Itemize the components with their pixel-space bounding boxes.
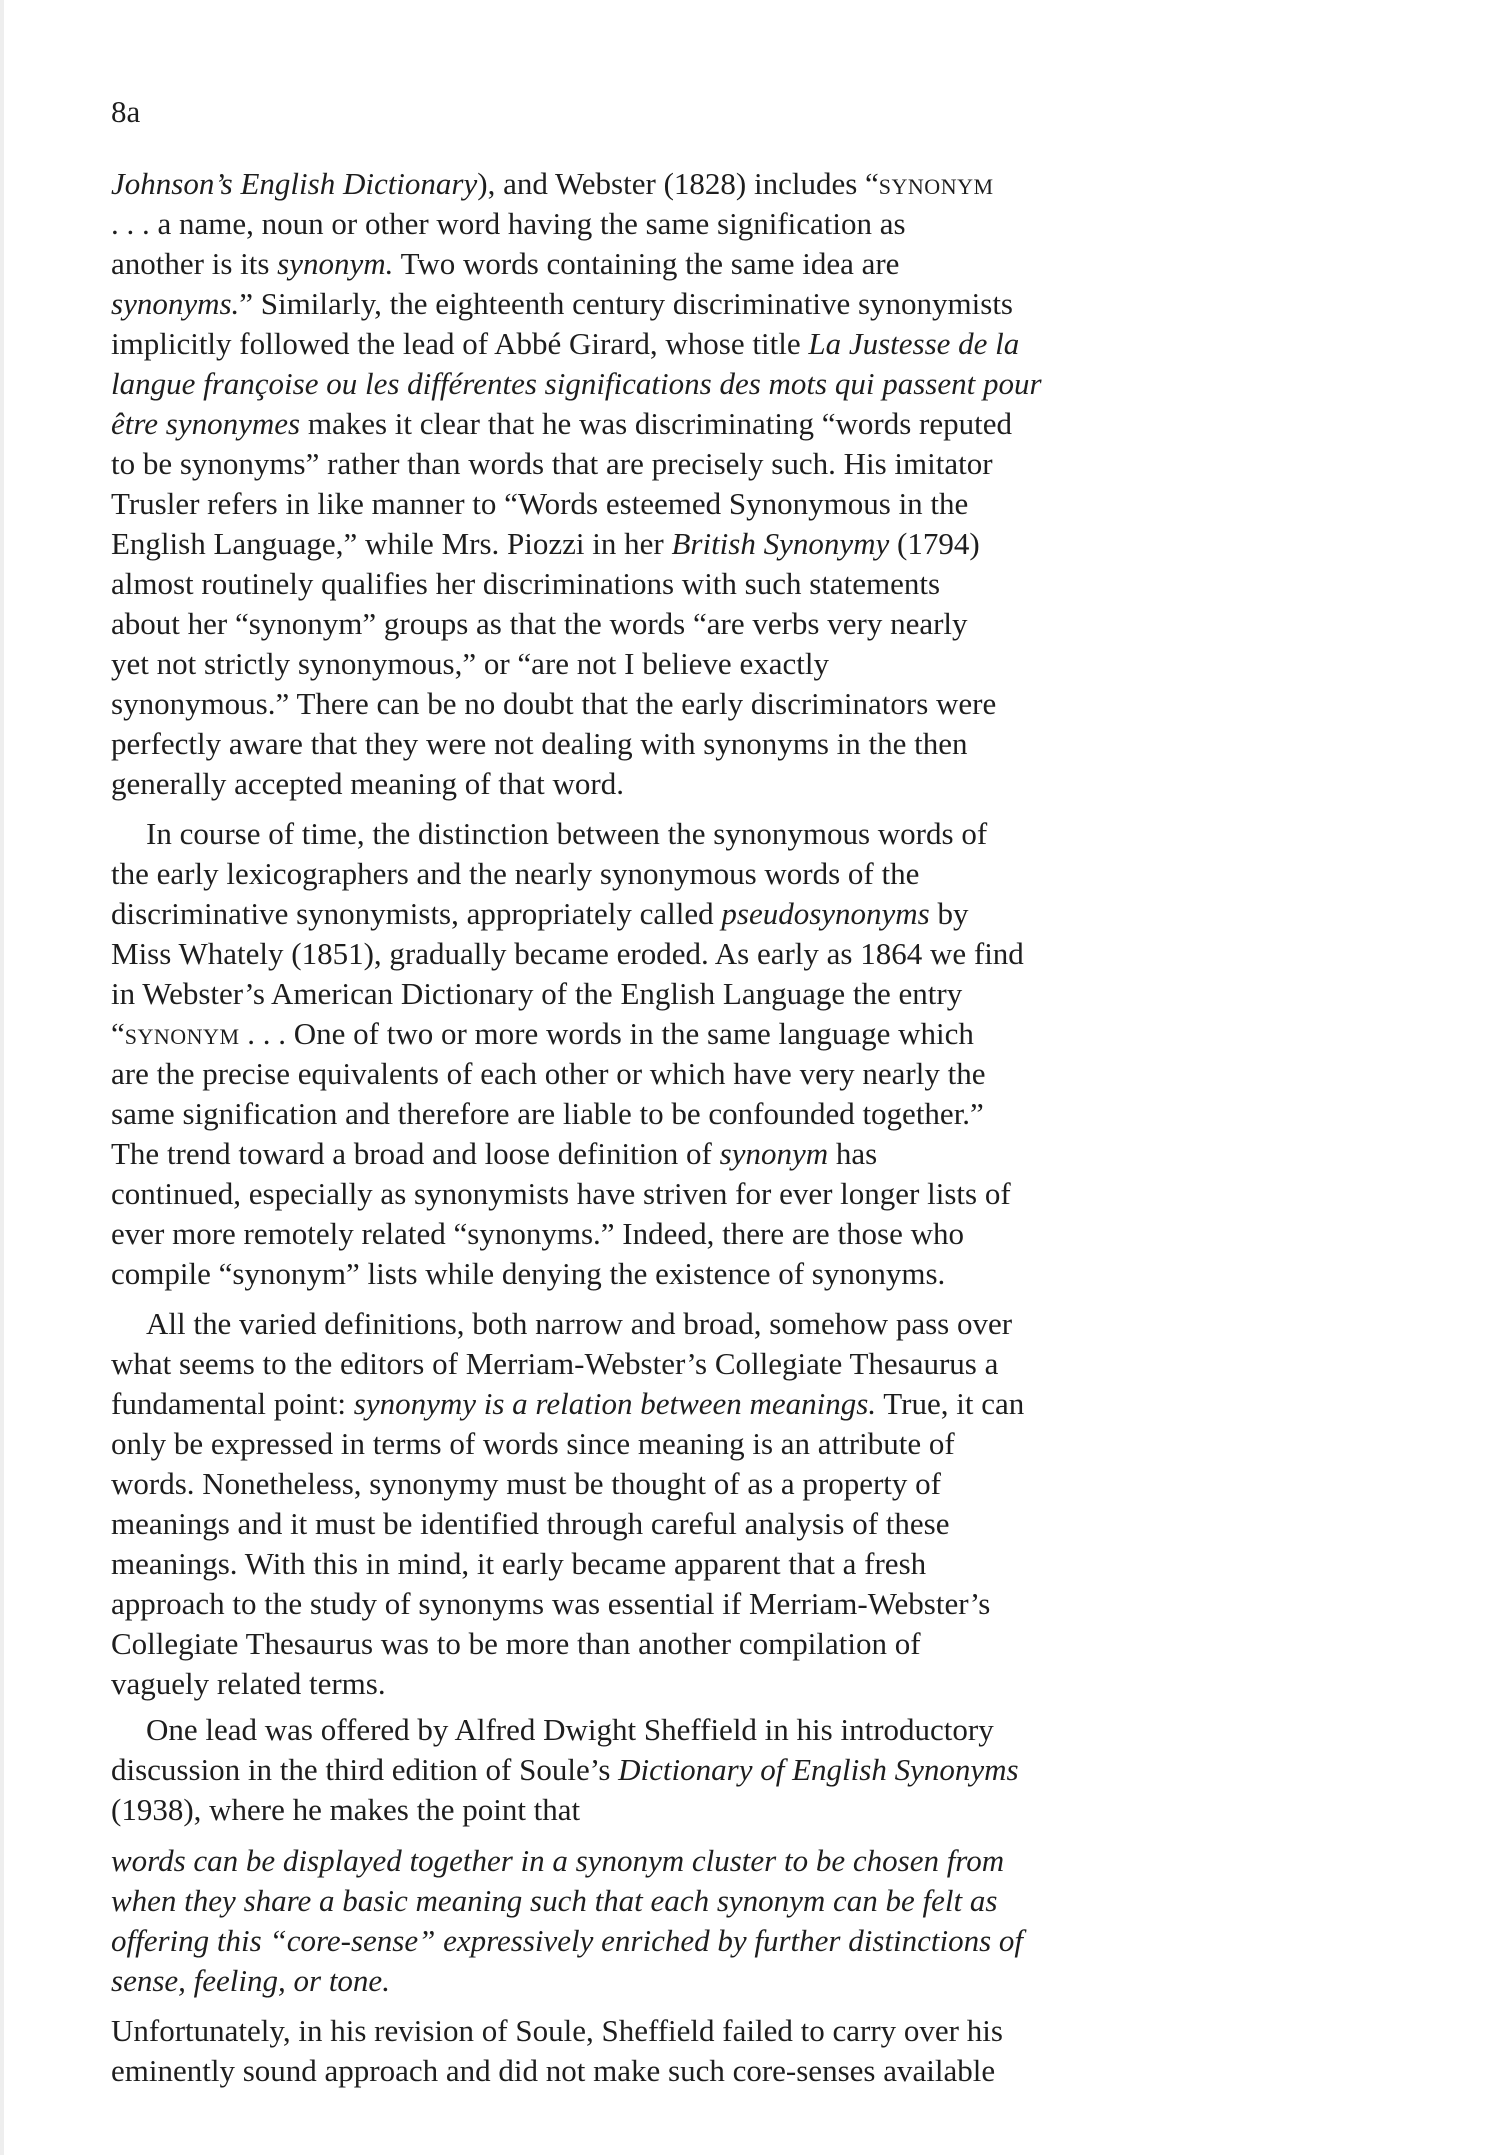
text-line	[111, 974, 1024, 1014]
text-run: the early lexicographers and the nearly synonymous words of the	[111, 856, 920, 891]
text-run: ), and Webster (1828) includes “	[477, 166, 879, 201]
text-run: Collegiate Thesaurus was to be more than another compilation of	[111, 1626, 921, 1661]
text-run: Miss Whately (1851), gradually became eroded. As early as 1864 we find	[111, 936, 1024, 971]
text-line	[111, 484, 1042, 524]
text-run: about her “synonym” groups as that the words “are verbs very nearly	[111, 606, 968, 641]
italic-text: synonym.	[277, 246, 394, 281]
text-run: perfectly aware that they were not dealing with synonyms in the then	[111, 726, 968, 761]
text-run: True, it can	[876, 1386, 1025, 1421]
text-line	[111, 1424, 1024, 1464]
text-run: ever more remotely related “synonyms.” Indeed, there are those who	[111, 1216, 965, 1251]
text-line	[111, 1014, 1024, 1054]
paragraph-5	[111, 2011, 1003, 2091]
text-run: to be synonyms” rather than words that are precisely such. His imitator	[111, 446, 993, 481]
text-run: meanings and it must be identified through careful analysis of these	[111, 1506, 950, 1541]
text-run: . . . a name, noun or other word having the same signification as	[111, 206, 906, 241]
text-run: discussion in the third edition of Soule’s	[111, 1752, 619, 1787]
italic-text: Johnson’s English Dictionary	[111, 166, 478, 201]
italic-text: offering this “core-sense” expressively enriched by further distinctions of	[111, 1923, 1024, 1958]
text-run: Unfortunately, in his revision of Soule, Sheffield failed to carry over his	[111, 2013, 1003, 2048]
text-run: All the varied definitions, both narrow and broad, somehow pass over	[146, 1306, 1013, 1341]
text-run: yet not strictly synonymous,” or “are not I believe exactly	[111, 646, 829, 681]
text-line	[111, 1624, 1024, 1664]
text-line	[111, 1174, 1024, 1214]
text-run: approach to the study of synonyms was essential if Merriam-Webster’s	[111, 1586, 991, 1621]
text-line	[111, 1921, 1023, 1961]
text-run: synonymous.” There can be no doubt that the early discriminators were	[111, 686, 997, 721]
text-line	[111, 1790, 1019, 1830]
text-line	[111, 684, 1042, 724]
text-run: compile “synonym” lists while denying the existence of synonyms.	[111, 1256, 946, 1291]
page-edge-shadow	[0, 0, 4, 2155]
italic-text: words can be displayed together in a synonym cluster to be chosen from	[111, 1843, 1005, 1878]
italic-text: Dictionary of English Synonyms	[618, 1752, 1019, 1787]
text-run: fundamental point:	[111, 1386, 354, 1421]
text-run: (1938), where he makes the point that	[111, 1792, 581, 1827]
text-run: English Language,” while Mrs. Piozzi in her	[111, 526, 672, 561]
text-line	[111, 724, 1042, 764]
text-run: generally accepted meaning of that word.	[111, 766, 624, 801]
text-run: Two words containing the same idea are	[393, 246, 900, 281]
italic-text: when they share a basic meaning such that each synonym can be felt as	[111, 1883, 998, 1918]
text-run: continued, especially as synonymists have striven for ever longer lists of	[111, 1176, 1011, 1211]
text-run: almost routinely qualifies her discriminations with such statements	[111, 566, 941, 601]
italic-text: sense, feeling, or tone.	[111, 1963, 390, 1998]
text-run: another is its	[111, 246, 278, 281]
text-run: In course of time, the distinction between the synonymous words of	[146, 816, 988, 851]
text-run: (1794)	[889, 526, 980, 561]
text-run: are the precise equivalents of each other or which have very nearly the	[111, 1056, 986, 1091]
text-line	[111, 1841, 1023, 1881]
text-line	[111, 324, 1042, 364]
text-line	[111, 1094, 1024, 1134]
text-run: The trend toward a broad and loose definition of	[111, 1136, 720, 1171]
text-run: Trusler refers in like manner to “Words esteemed Synonymous in the	[111, 486, 969, 521]
italic-text: synonym	[719, 1136, 829, 1171]
italic-text: langue françoise ou les différentes significations des mots qui passent pour	[111, 366, 1042, 401]
text-run: only be expressed in terms of words since meaning is an attribute of	[111, 1426, 955, 1461]
text-line	[111, 364, 1042, 404]
text-run: same signification and therefore are liable to be confounded together.”	[111, 1096, 984, 1131]
text-line	[111, 644, 1042, 684]
paragraph-1	[111, 164, 1042, 804]
text-run: what seems to the editors of Merriam-Webster’s Collegiate Thesaurus a	[111, 1346, 999, 1381]
text-line	[111, 1054, 1024, 1094]
text-line	[111, 524, 1042, 564]
text-line	[111, 894, 1024, 934]
text-line	[111, 604, 1042, 644]
text-line	[111, 2011, 1003, 2051]
text-line	[111, 564, 1042, 604]
text-line	[111, 284, 1042, 324]
text-line	[111, 1961, 1023, 2001]
text-line	[111, 764, 1042, 804]
text-run: vaguely related terms.	[111, 1666, 386, 1701]
small-caps-text: synonym	[878, 166, 994, 201]
text-line	[111, 1664, 1024, 1704]
text-line	[111, 244, 1042, 284]
page-number: 8a	[111, 94, 141, 129]
text-line	[111, 1134, 1024, 1174]
text-run: words. Nonetheless, synonymy must be thought of as a property of	[111, 1466, 941, 1501]
italic-text: être synonymes	[111, 406, 301, 441]
paragraph-3	[111, 1304, 1024, 1704]
text-run: meanings. With this in mind, it early became apparent that a fresh	[111, 1546, 927, 1581]
text-line	[111, 444, 1042, 484]
text-line	[111, 1584, 1024, 1624]
text-line	[111, 404, 1042, 444]
text-line	[111, 1544, 1024, 1584]
paragraph-2	[111, 814, 1024, 1294]
text-run: One lead was offered by Alfred Dwight Sheffield in his introductory	[146, 1712, 994, 1747]
text-line	[111, 1710, 1019, 1750]
text-line	[111, 1464, 1024, 1504]
italic-text: synonyms.	[111, 286, 240, 321]
text-line	[111, 1881, 1023, 1921]
text-line	[111, 204, 1042, 244]
text-run: eminently sound approach and did not make such core-senses available	[111, 2053, 996, 2088]
italic-text: British Synonymy	[671, 526, 890, 561]
italic-text: synonymy is a relation between meanings.	[353, 1386, 877, 1421]
text-line	[111, 1214, 1024, 1254]
text-run: implicitly followed the lead of Abbé Girard, whose title	[111, 326, 809, 361]
text-line	[111, 164, 1042, 204]
text-run: has	[828, 1136, 878, 1171]
paragraph-4	[111, 1710, 1019, 1830]
text-run: “	[111, 1016, 125, 1051]
text-run: discriminative synonymists, appropriately called	[111, 896, 722, 931]
text-run: in Webster’s American Dictionary of the English Language the entry	[111, 976, 963, 1011]
text-line	[111, 854, 1024, 894]
block-quote	[111, 1841, 1023, 2001]
text-line	[111, 814, 1024, 854]
italic-text: La Justesse de la	[808, 326, 1020, 361]
text-line	[111, 2051, 1003, 2091]
text-line	[111, 934, 1024, 974]
text-line	[111, 1504, 1024, 1544]
text-run: ” Similarly, the eighteenth century discriminative synonymists	[239, 286, 1013, 321]
text-run: . . . One of two or more words in the same language which	[239, 1016, 974, 1051]
text-run: by	[929, 896, 969, 931]
text-line	[111, 1344, 1024, 1384]
text-line	[111, 1254, 1024, 1294]
text-run: makes it clear that he was discriminating “words reputed	[300, 406, 1013, 441]
text-line	[111, 1304, 1024, 1344]
italic-text: pseudosynonyms	[721, 896, 930, 931]
small-caps-text: synonym	[124, 1016, 240, 1051]
text-line	[111, 1384, 1024, 1424]
text-line	[111, 1750, 1019, 1790]
